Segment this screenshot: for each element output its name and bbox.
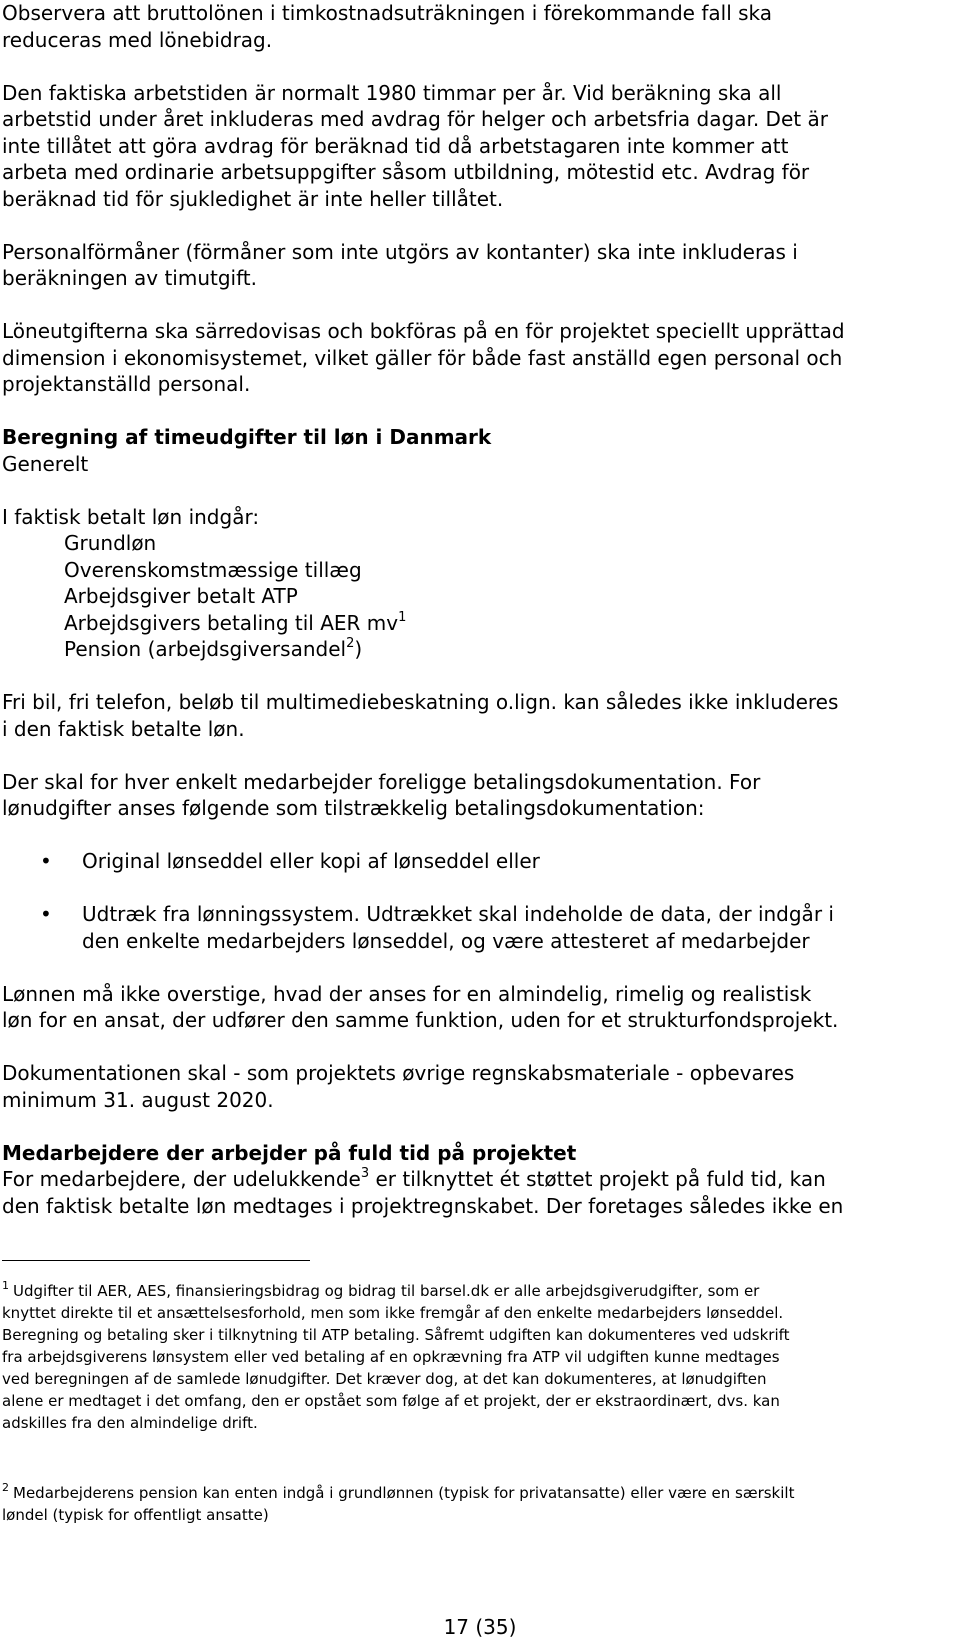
page-number: 17 (35) (443, 1615, 517, 1639)
section-heading-fulltime: Medarbejdere der arbejder på fuld tid på projektet (2, 1140, 577, 1165)
paragraph-salary-limit: Lønnen må ikke overstige, hvad der anses for en almindelig, rimelig og realistisk løn for en ansat, der udfører den samme funktion, uden for et strukturfondsprojekt. (2, 981, 839, 1032)
list-item: Pension (arbejdsgiversandel$^2$) (64, 636, 363, 661)
list-item: Arbejdsgiver betalt ATP (64, 584, 298, 608)
footnote-divider (2, 1260, 310, 1261)
footnote-ref-2: 2 (346, 636, 355, 651)
paragraph-fulltime: For medarbejdere, der udelukkende$^3$ er tilknyttet ét støttet projekt på fuld tid, kan den faktisk betalte løn medtages i projektregnskabet. Der foretages således ikke en (2, 1166, 844, 1218)
footnote-number: 1 (2, 1279, 9, 1292)
list-item: Arbejdsgivers betaling til AER $mv^1$ (64, 609, 407, 635)
list-item: • Udtræk fra lønningssystem. Udtrækket skal indeholde de data, der indgår i den enkelte medarbejders lønseddel, og være attesteret af medarbejder (40, 902, 834, 953)
bullet-list (2, 901, 956, 954)
list-item: Grundløn (64, 531, 157, 555)
footnote-1: $^1$ Udgifter til AER, AES, finansieringsbidrag og bidrag til barsel.dk er alle arbejdsgiverudgifter, som er knyttet direkte til et ansættelsesforhold, men som ikke fremgår af den enkelte medarbejders lønseddel. Beregning og betaling sker i tilknytning til ATP betaling. Såfremt udgiften kan dokumenteres ved udskrift fra arbejdsgiverens lønsystem eller ved betaling af en opkrævning fra ATP vil udgiften kunne medtages ved beregningen af de samlede lønudgifter. Det kræver dog, at det kan dokumenteres, at lønudgiften alene er medtaget i det omfang, den er opstået som følge af et projekt, der er ekstraordinært, dvs. kan adskilles fra den almindelige drift. (2, 1279, 790, 1432)
paragraph-accounting: Löneutgifterna ska särredovisas och bokföras på en för projektet speciellt upprättad dimension i ekonomisystemet, vilket gäller för både fast anställd egen personal och projektanställd personal. (2, 319, 845, 396)
paragraph-working-time: Den faktiska arbetstiden är normalt 1980 timmar per år. Vid beräkning ska all arbetstid under året inkluderas med avdrag för helger och arbetsfria dagar. Det är inte tillåtet att göra avdrag för beräknad tid då arbetstagaren inte kommer att arbeta med ordinarie arbetsuppgifter såsom utbildning, mötestid etc. Avdrag för beräknad tid för sjukledighet är inte heller tillåtet. (2, 80, 828, 211)
footnote-ref-1: 1 (398, 609, 407, 625)
footnote-2: $^2$ Medarbejderens pension kan enten indgå i grundlønnen (typisk for privatansatte) eller være en særskilt løndel (typisk for offentligt ansatte) (2, 1481, 795, 1524)
subheading-general: Generelt (2, 451, 89, 476)
bullet-list (2, 848, 956, 875)
paragraph-salary-components-intro: I faktisk betalt løn indgår: (2, 504, 260, 529)
list-item: Overenskomstmæssige tillæg (64, 557, 362, 582)
paragraph-documentation: Der skal for hver enkelt medarbejder foreligge betalingsdokumentation. For lønudgifter anses følgende som tilstrækkelig betalingsdokumentation: (2, 769, 761, 820)
section-heading-denmark: Beregning af timeudgifter til løn i Danmark (2, 425, 492, 449)
list-item: • Original lønseddel eller kopi af lønseddel eller (40, 849, 540, 873)
main-text (2, 0, 956, 1219)
bullet-icon: • (40, 849, 52, 873)
paragraph-exclusions: Fri bil, fri telefon, beløb til multimediebeskatning o.lign. kan således ikke inkluderes i den faktisk betalte løn. (2, 690, 839, 741)
paragraph-benefits: Personalförmåner (förmåner som inte utgörs av kontanter) ska inte inkluderas i beräkningen av timutgift. (2, 239, 798, 290)
footnote-number: 2 (2, 1481, 9, 1494)
paragraph-gross-salary: Observera att bruttolönen i timkostnadsuträkningen i förekommande fall ska reduceras med lönebidrag. (2, 1, 773, 52)
footnote-ref-3: 3 (360, 1166, 370, 1181)
paragraph-retention: Dokumentationen skal - som projektets øvrige regnskabsmateriale - opbevares minimum 31. august 2020. (2, 1061, 795, 1112)
bullet-icon: • (40, 902, 52, 926)
